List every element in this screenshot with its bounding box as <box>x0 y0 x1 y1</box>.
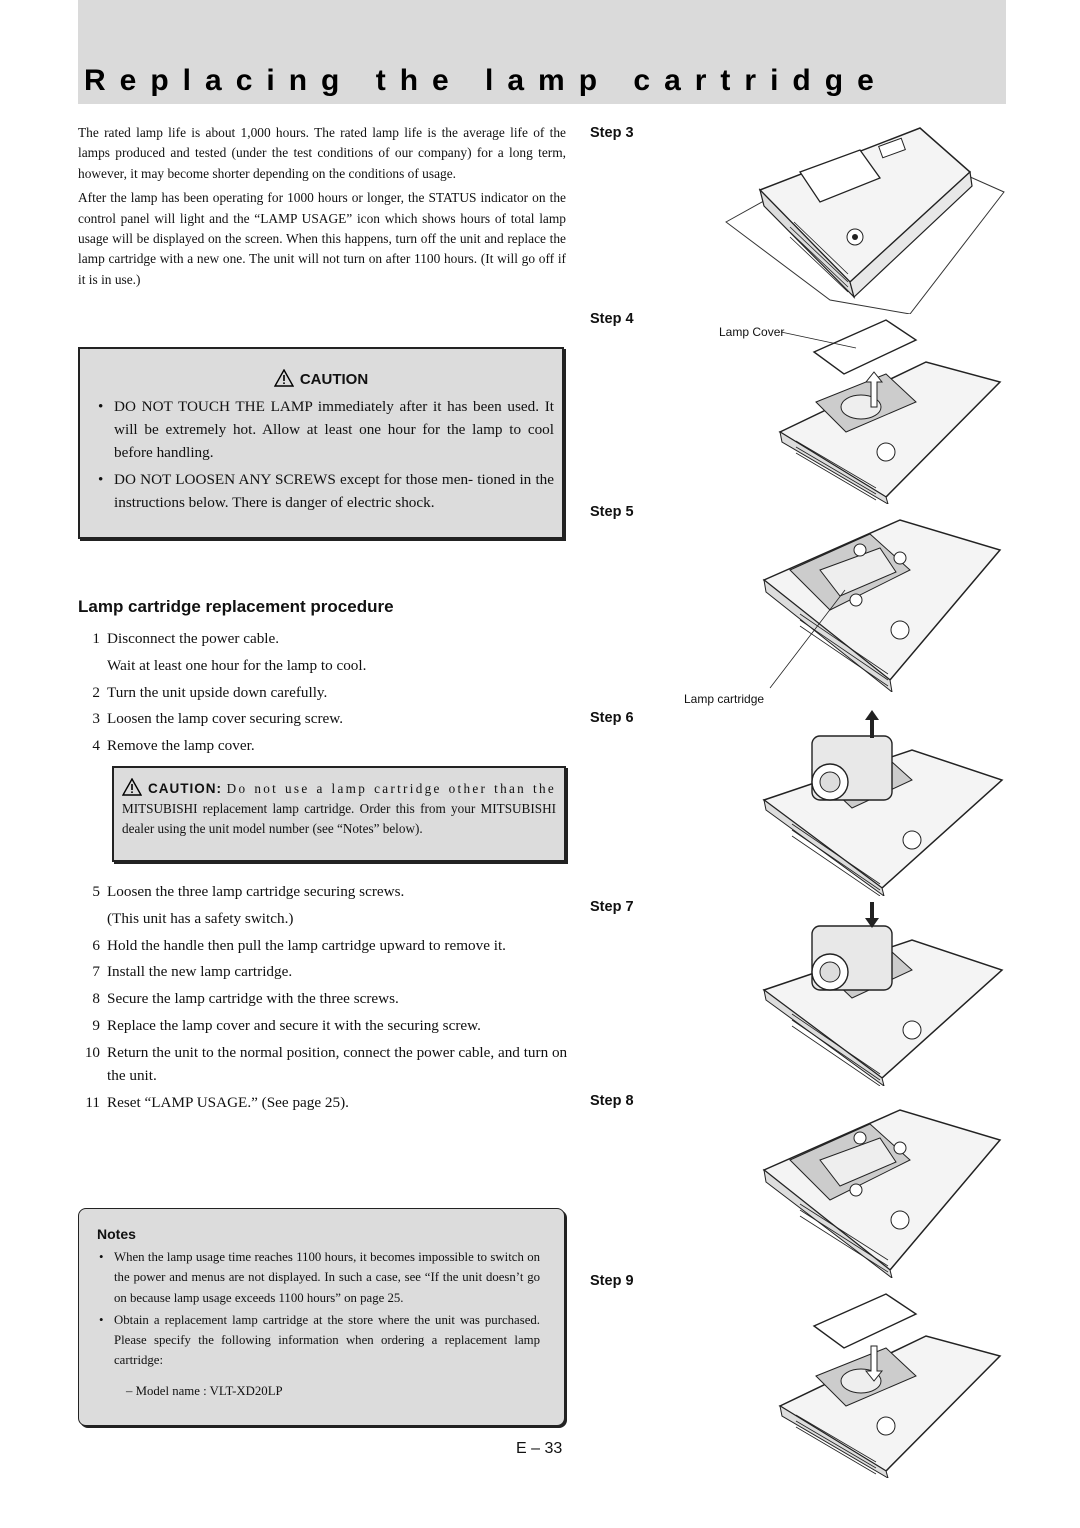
step-5-label: Step 5 <box>590 504 634 520</box>
procedure-step <box>78 627 568 650</box>
caution-list <box>98 395 554 518</box>
procedure-step <box>78 987 568 1010</box>
step-9-label: Step 9 <box>590 1273 634 1289</box>
notes-list <box>99 1247 540 1373</box>
lamp-cover-label: Lamp Cover <box>719 325 785 339</box>
procedure-steps-5-11 <box>78 880 568 1117</box>
step-text: Remove the lamp cover. <box>107 737 255 755</box>
step-number: 10 <box>84 1043 100 1061</box>
caution-box <box>78 347 564 539</box>
step-4-label: Step 4 <box>590 311 634 327</box>
model-name: – Model name : VLT-XD20LP <box>126 1384 283 1398</box>
step-text: Secure the lamp cartridge with the three screws. <box>107 990 399 1008</box>
caution-label: CAUTION: <box>148 781 222 796</box>
step-text: Loosen the lamp cover securing screw. <box>107 710 344 728</box>
step-8-label: Step 8 <box>590 1093 634 1109</box>
step-subtext: (This unit has a safety switch.) <box>107 909 294 927</box>
step-number: 3 <box>92 710 100 728</box>
page-number: E – 33 <box>516 1440 563 1457</box>
step-6-label: Step 6 <box>590 710 634 726</box>
procedure-step <box>78 880 568 903</box>
procedure-step <box>78 934 568 957</box>
step-text: Hold the handle then pull the lamp cartridge upward to remove it. <box>107 936 506 954</box>
step-3-illustration <box>720 122 1010 314</box>
lamp-cartridge-label: Lamp cartridge <box>684 692 765 706</box>
step-number: 8 <box>92 990 100 1008</box>
step-8-illustration <box>760 1100 1004 1278</box>
step-5-illustration <box>760 510 1004 692</box>
step-number: 1 <box>92 630 100 647</box>
caution-lead-text: Do not use a lamp cartridge other than the <box>226 781 557 796</box>
step-4-illustration <box>776 312 1004 504</box>
procedure-step <box>78 1041 568 1087</box>
lamp-caution-box <box>112 766 566 862</box>
step-3-label: Step 3 <box>590 125 634 141</box>
caution-heading <box>80 369 562 388</box>
intro-paragraph-2: After the lamp has been operating for 1000 hours or longer, the STATUS indicator on the control panel will light and the “LAMP USAGE” icon which shows hours of total lamp usage will be displayed on the screen. When this happens, turn off the unit and replace the lamp cartridge with a new one. The unit will not turn on after 1100 hours. (It will go off if it is in use.) <box>78 190 566 287</box>
step-9-illustration <box>776 1286 1004 1478</box>
caution-rest-text: MITSUBISHI replacement lamp cartridge. Order this from your MITSUBISHI dealer using the unit model number (see “Notes” below). <box>122 800 556 836</box>
step-number: 11 <box>85 1093 100 1111</box>
note-item: • When the lamp usage time reaches 1100 hours, it becomes impossible to switch on the power and menus are not displayed. In such a case, see “If the unit doesn’t go on because lamp usage exceeds 1100 hours” on page 25. <box>99 1247 540 1308</box>
step-text: Disconnect the power cable. <box>107 630 280 647</box>
step-text: Replace the lamp cover and secure it with the securing screw. <box>107 1016 481 1034</box>
step-subtext: Wait at least one hour for the lamp to cool. <box>107 656 367 674</box>
notes-heading: Notes <box>97 1226 136 1242</box>
step-6-illustration <box>762 710 1006 896</box>
step-7-illustration <box>762 900 1006 1086</box>
procedure-step <box>78 681 568 704</box>
procedure-step <box>78 960 568 983</box>
step-text: Loosen the three lamp cartridge securing screws. <box>107 883 405 900</box>
step-text: Reset “LAMP USAGE.” (See page 25). <box>107 1093 349 1111</box>
step-text: Turn the unit upside down carefully. <box>107 683 328 701</box>
caution-item: • DO NOT TOUCH THE LAMP immediately after it has been used. It will be extremely hot. Allow at least one hour for the lamp to cool before handling. <box>98 395 554 464</box>
step-7-label: Step 7 <box>590 899 634 915</box>
note-item: • Obtain a replacement lamp cartridge at the store where the unit was purchased. Please specify the following information when ordering a replacement lamp cartridge: <box>99 1310 540 1371</box>
procedure-step <box>78 734 568 757</box>
notes-box <box>78 1208 565 1426</box>
step-number: 4 <box>92 737 100 755</box>
step-text: Return the unit to the normal position, connect the power cable, and turn on the unit. <box>107 1043 568 1084</box>
intro-paragraph-1: The rated lamp life is about 1,000 hours. The rated lamp life is the average life of the lamps produced and tested (under the test conditions of our company) for a long term, however, it may become shorter depending on the conditions of usage. <box>78 125 566 181</box>
procedure-heading: Lamp cartridge replacement procedure <box>78 597 394 616</box>
step-number: 5 <box>92 883 100 900</box>
caution-item: • DO NOT LOOSEN ANY SCREWS except for those men- tioned in the instructions below. There is danger of electric shock. <box>98 468 554 514</box>
step-number: 2 <box>92 683 100 701</box>
procedure-step <box>78 1014 568 1037</box>
warning-triangle-icon <box>274 369 294 387</box>
procedure-step <box>78 1091 568 1114</box>
step-number: 7 <box>92 963 100 981</box>
step-number: 9 <box>92 1016 100 1034</box>
warning-triangle-icon <box>122 778 142 796</box>
step-number: 6 <box>92 936 100 954</box>
intro-text <box>78 123 566 294</box>
caution-heading-text: CAUTION <box>299 371 369 388</box>
page-title: Replacing the lamp cartridge <box>84 64 888 97</box>
step-text: Install the new lamp cartridge. <box>107 963 293 981</box>
procedure-step <box>78 707 568 730</box>
procedure-steps-1-4 <box>78 627 568 761</box>
